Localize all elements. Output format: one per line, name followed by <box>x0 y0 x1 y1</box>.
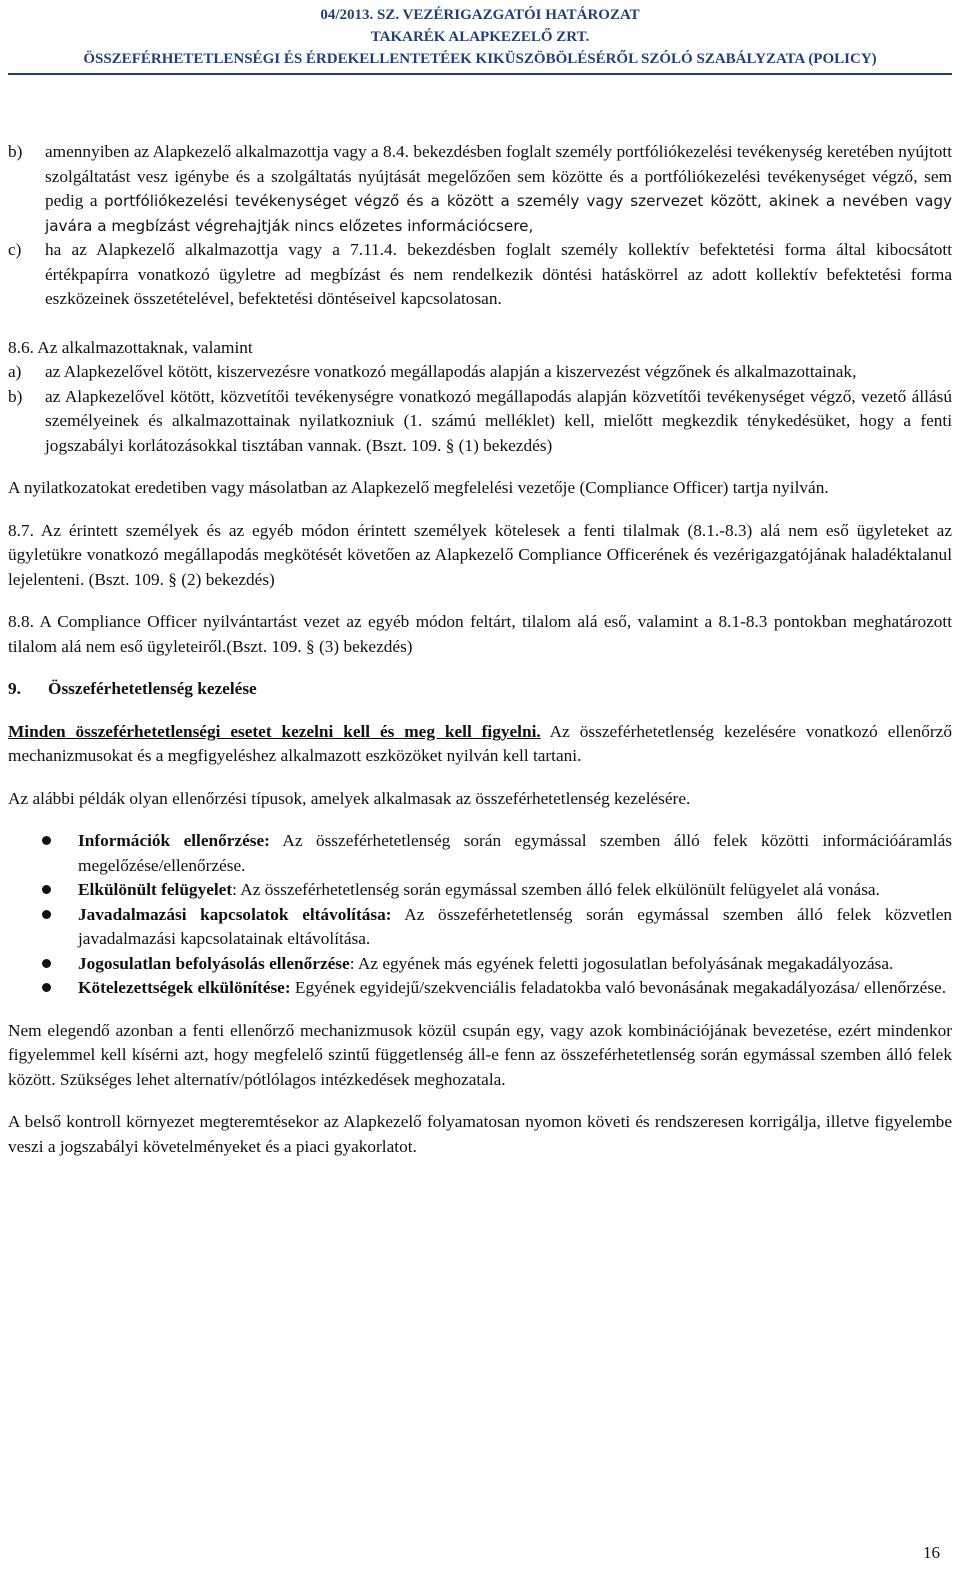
paragraph-text-sans: portfóliókezelési tevékenységet végző és a között a személy vagy szervezet között, akinek a nevében vagy javára a megbízást végrehajtják nincs előzetes információcsere, <box>45 192 952 235</box>
paragraph-internal-control: A belső kontroll környezet megteremtésekor az Alapkezelő folyamatosan nyomon követi és rendszeresen korrigálja, illetve figyelembe veszi a jogszabályi követelményeket és a piaci gyakorlatot. <box>8 1112 952 1156</box>
bullet-icon <box>8 829 78 878</box>
list-marker: a) <box>8 362 22 381</box>
examples-intro: Az alábbi példák olyan ellenőrzési típusok, amelyek alkalmasak az összeférhetetlenség kezelésére. <box>8 788 691 808</box>
list-item-text <box>45 140 952 238</box>
bullet-text: Az összeférhetetlenség során egymással szemben álló felek közvetlen javadalmazási kapcsolatainak eltávolítása. <box>78 904 953 948</box>
list-item <box>8 976 952 1001</box>
bullet-term: Jogosulatlan befolyásolás ellenőrzése <box>78 953 350 973</box>
bullet-text: : Az egyének más egyének feletti jogosulatlan befolyásának megakadályozása. <box>349 953 894 973</box>
paragraph-text: amennyiben az Alapkezelő alkalmazottja vagy a 8.4. bekezdésben foglalt személy portfóliókezelési tevékenység keretében nyújtott szolgáltatást vesz igénybe és a szolgáltatás nyújtását megelőzően sem közötte és a portfóliókezelési tevékenységet végző, sem pedig a <box>45 142 952 210</box>
header-policy-title: ÖSSZEFÉRHETETLENSÉGI ÉS ÉRDEKELLENTETÉEK KIKÜSZÖBÖLÉSÉRŐL SZÓLÓ SZABÁLYZATA (POLICY) <box>83 51 877 67</box>
list-item-a <box>8 360 952 385</box>
header-divider <box>8 73 952 75</box>
paragraph-combination: Nem elegendő azonban a fenti ellenőrző mechanizmusok közül csupán egy, vagy azok kombinációjának bevezetése, ezért mindenkor figyelemmel kell kísérni azt, hogy megfelelő szintű függetlenség áll-e fenn az összeférhetetlenség során egymással szemben álló felek között. Szükséges lehet alternatív/pótlólagos intézkedések meghozatala. <box>8 1020 952 1089</box>
section-title: Összeférhetetlenség kezelése <box>48 679 257 698</box>
lead-rest: Az összeférhetetlenség kezelésére vonatkozó ellenőrző mechanizmusokat és a megfigyeléshez alkalmazott eszközöket nyilván kell tartani. <box>8 721 952 765</box>
section-heading <box>8 677 952 702</box>
list-item-c <box>8 238 952 312</box>
list-item-text: az Alapkezelővel kötött, közvetítői tevékenységre vonatkozó megállapodás alapján közvetítői tevékenységet végző, vezető állású személyeinek és alkalmazottainak nyilatkozniuk (1. számú melléklet) kell, mielőtt megkezdik ténykedésüket, hogy a fenti jogszabályi korlátozásokkal tisztában vannak. (Bszt. 109. § (1) bekezdés) <box>45 386 952 455</box>
bullet-icon <box>8 878 78 903</box>
list-marker: c) <box>8 240 22 259</box>
bullet-text: Az összeférhetetlenség során egymással szemben álló felek közötti információáramlás megelőzése/ellenőrzése. <box>78 831 953 875</box>
document-body <box>8 140 952 1159</box>
list-marker: b) <box>8 386 23 406</box>
control-types-list <box>8 829 952 1001</box>
section-8-7: 8.7. Az érintett személyek és az egyéb módon érintett személyek kötelesek a fenti tilalmak (8.1.-8.3) alá nem eső ügyleteket az ügyletükre vonatkozó megállapodás megkötését követően az Alapkezelő Compliance Officerének és vezérigazgatójának haladéktalanul lejelenteni. (Bszt. 109. § (2) bekezdés) <box>8 520 952 589</box>
list-item <box>8 829 952 878</box>
list-marker: b) <box>8 142 23 161</box>
bullet-icon <box>8 976 78 1001</box>
bullet-icon <box>8 952 78 977</box>
bullet-term: Elkülönült felügyelet <box>78 880 233 899</box>
list-item <box>8 952 952 977</box>
page-number: 16 <box>923 1543 940 1562</box>
header-company-name: TAKARÉK ALAPKEZELŐ ZRT. <box>370 29 590 45</box>
bullet-term: Javadalmazási kapcsolatok eltávolítása: <box>78 904 392 924</box>
section-number: 9. <box>8 679 21 698</box>
list-item <box>8 878 952 903</box>
bullet-text: : Az összeférhetetlenség során egymással szemben álló felek elkülönült felügyelet alá vonása. <box>232 880 880 899</box>
section-9-lead <box>8 720 952 769</box>
bullet-term: Információk ellenőrzése: <box>78 831 270 850</box>
bullet-icon <box>8 903 78 952</box>
bullet-text: Egyének egyidejű/szekvenciális feladatokba való bevonásának megakadályozása/ ellenőrzése. <box>290 978 947 997</box>
header-resolution-title: 04/2013. SZ. VEZÉRIGAZGATÓI HATÁROZAT <box>320 7 640 23</box>
emphasized-lead: Minden összeférhetetlenségi esetet kezelni kell és meg kell figyelni. <box>8 721 541 741</box>
paragraph-declarations: A nyilatkozatokat eredetiben vagy másolatban az Alapkezelő megfelelési vezetője (Compliance Officer) tartja nyilván. <box>8 478 829 497</box>
list-item <box>8 903 952 952</box>
section-8-6-intro: 8.6. Az alkalmazottaknak, valamint <box>8 337 253 357</box>
list-item-b <box>8 385 952 459</box>
page-header <box>0 4 960 70</box>
list-item-text: ha az Alapkezelő alkalmazottja vagy a 7.11.4. bekezdésben foglalt személy kollektív befektetési forma által kibocsátott értékpapírra vonatkozó ügyletre ad megbízást és nem rendelkezik döntési hatáskörrel az adott kollektív befektetési forma eszközeinek összetételével, befektetési döntéseivel kapcsolatosan. <box>45 240 952 308</box>
list-item-text: az Alapkezelővel kötött, kiszervezésre vonatkozó megállapodás alapján a kiszervezést végzőnek és alkalmazottainak, <box>45 362 857 381</box>
section-8-8: 8.8. A Compliance Officer nyilvántartást vezet az egyéb módon feltárt, tilalom alá eső, valamint a 8.1-8.3 pontokban meghatározott tilalom alá nem eső ügyleteiről.(Bszt. 109. § (3) bekezdés) <box>8 612 952 656</box>
list-item-b <box>8 140 952 238</box>
bullet-term: Kötelezettségek elkülönítése: <box>78 978 291 997</box>
